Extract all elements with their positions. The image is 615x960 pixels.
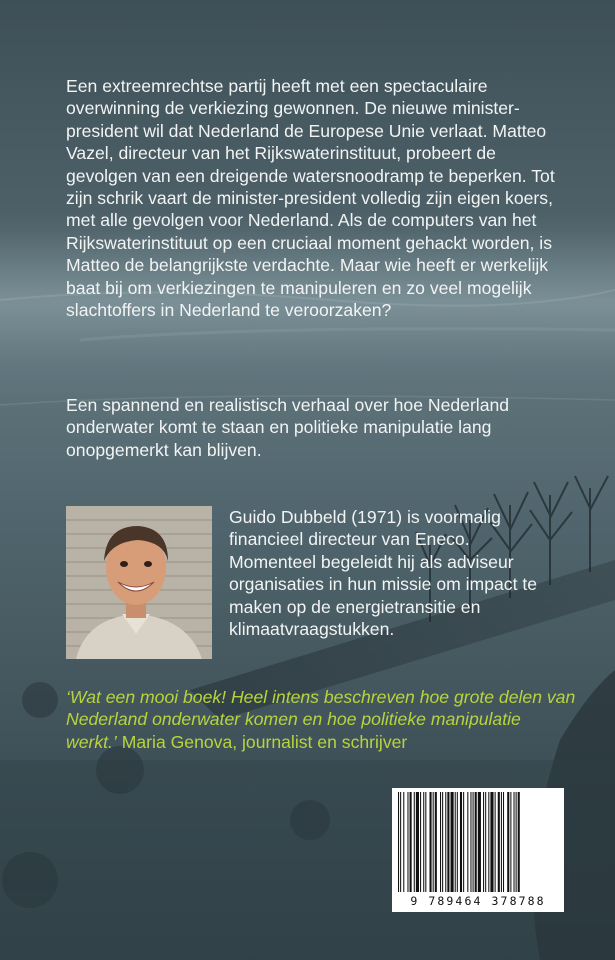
barcode-bar [455,792,456,892]
isbn-number: 9 789464 378788 [410,894,546,908]
barcode-bar [445,792,446,892]
barcode-bar [510,792,511,892]
barcode-bar [483,792,484,892]
barcode-bar [414,792,415,892]
barcode-bar [518,792,520,892]
barcode-bar [473,792,474,892]
barcode-bar [407,792,408,892]
barcode-bar [498,792,500,892]
barcode-bar [475,792,477,892]
barcode-bar [398,792,399,892]
barcode-bar [457,792,458,892]
isbn-barcode [392,788,564,912]
barcode-bar [435,792,437,892]
barcode-bar [503,792,504,892]
barcode-bar [467,792,468,892]
author-portrait [66,506,212,659]
barcode-bar [501,792,502,892]
barcode-bar [447,792,449,892]
barcode-bar [403,792,404,892]
barcode-bar [440,792,441,892]
review-quote [66,686,576,753]
barcode-bar [470,792,471,892]
barcode-bar [514,792,515,892]
barcode-bar [425,792,426,892]
barcode-bar [420,792,421,892]
barcode-bar [400,792,401,892]
barcode-bar [460,792,462,892]
barcode-bar [507,792,509,892]
barcode-bar [416,792,419,892]
review-attribution: Maria Genova, journalist en schrijver [121,731,408,752]
barcode-bar [488,792,489,892]
barcode-bar [478,792,481,892]
review-quote-text: ‘Wat een mooi boek! Heel intens beschreven hoe grote delen van Nederland onderwater komen en hoe politieke manipulatie werkt.’ [66,687,576,752]
blurb-paragraph-1: Een extreemrechtse partij heeft met een spectaculaire overwinning de verkiezing gewonnen. De nieuwe minister-president wil dat Nederland de Europese Unie verlaat. Matteo Vazel, directeur van het Rijkswaterinstituut, probeert de gevolgen van een dreigende watersnoodramp te beperken. Tot zijn schrik vaart de minister-president volledig zijn eigen koers, met alle gevolgen voor Nederland. Als de computers van het Rijkswaterinstituut op een cruciaal moment gehackt worden, is Matteo de belangrijkste verdachte. Maar wie heeft er werkelijk baat bij om verkiezingen te manipuleren en zo veel mogelijk slachtoffers in Nederland te veroorzaken? [66,76,555,321]
author-bio: Guido Dubbeld (1971) is voormalig financieel directeur van Eneco. Momenteel begeleidt hij als adviseur organisaties in hun missie om impact te maken op de energietransitie en klimaatvraagstukken. [229,507,538,640]
barcode-bar [495,792,496,892]
barcode-bar [410,792,412,892]
blurb-paragraph-2: Een spannend en realistisch verhaal over hoe Nederland onderwater komt te staan en politieke manipulatie lang onopgemerkt kan blijven. [66,395,510,460]
barcode-bar [463,792,464,892]
barcode-bar [451,792,454,892]
barcode-bars [392,788,564,894]
barcode-bar [516,792,517,892]
barcode-bar [430,792,432,892]
barcode-bar [433,792,434,892]
barcode-bar [490,792,493,892]
barcode-bar [485,792,486,892]
barcode-bar [423,792,424,892]
barcode-bar [442,792,443,892]
